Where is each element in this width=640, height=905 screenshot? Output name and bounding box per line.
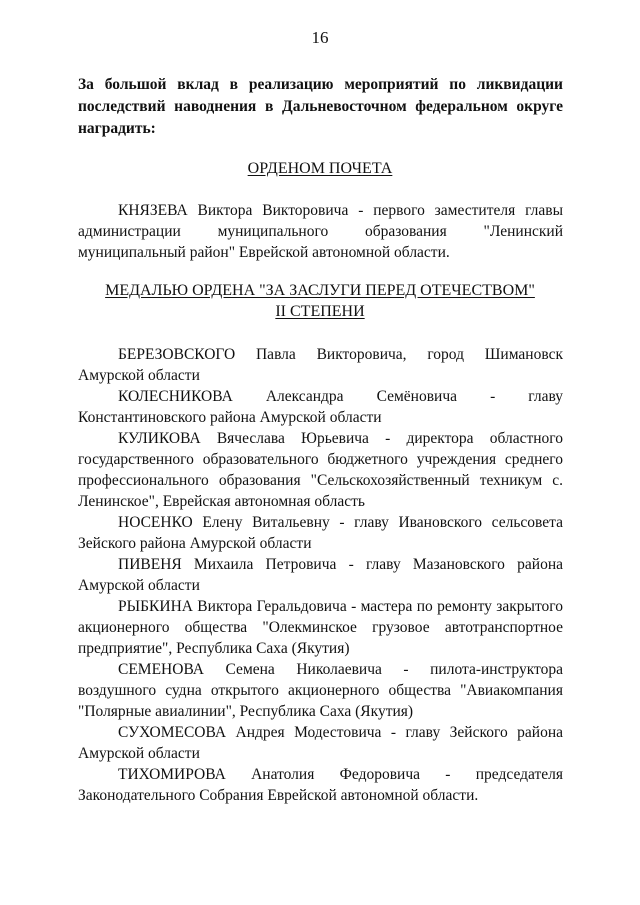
award-title-medal — [0, 280, 640, 322]
intro-paragraph: За большой вклад в реализацию мероприятий по ликвидации последствий наводнения в Дальневосточном федеральном округе наградить: — [78, 76, 563, 137]
award-title-medal-line1: МЕДАЛЬЮ ОРДЕНА "ЗА ЗАСЛУГИ ПЕРЕД ОТЕЧЕСТВОМ" — [105, 282, 535, 299]
award-entry: КОЛЕСНИКОВА Александра Семёновича - главу Константиновского района Амурской области — [78, 388, 563, 426]
award-entry: СУХОМЕСОВА Андрея Модестовича - главу Зейского района Амурской области — [78, 724, 563, 762]
award-entry: НОСЕНКО Елену Витальевну - главу Ивановского сельсовета Зейского района Амурской области — [78, 514, 563, 552]
award-entry: БЕРЕЗОВСКОГО Павла Викторовича, город Шимановск Амурской области — [78, 346, 563, 384]
award-entry: ПИВЕНЯ Михаила Петровича - главу Мазановского района Амурской области — [78, 556, 563, 594]
award-title-medal-line2: II СТЕПЕНИ — [275, 303, 365, 320]
award-entry: ТИХОМИРОВА Анатолия Федоровича - председателя Законодательного Собрания Еврейской автономной области. — [78, 766, 563, 804]
award-entry: КНЯЗЕВА Виктора Викторовича - первого заместителя главы администрации муниципального образования "Ленинский муниципальный район" Еврейской автономной области. — [78, 202, 563, 261]
page-number: 16 — [311, 28, 329, 47]
award-entry: КУЛИКОВА Вячеслава Юрьевича - директора областного государственного образовательного бюджетного учреждения среднего профессионального образования "Сельскохозяйственный техникум с. Ленинское", Еврейская автономная область — [78, 430, 563, 510]
award-entry: РЫБКИНА Виктора Геральдовича - мастера по ремонту закрытого акционерного общества "Олекминское грузовое автотранспортное предприятие", Республика Саха (Якутия) — [78, 598, 563, 657]
award-entry: СЕМЕНОВА Семена Николаевича - пилота-инструктора воздушного судна открытого акционерного общества "Авиакомпания "Полярные авиалинии", Республика Саха (Якутия) — [78, 661, 563, 720]
award-title-order: ОРДЕНОМ ПОЧЕТА — [247, 160, 393, 177]
